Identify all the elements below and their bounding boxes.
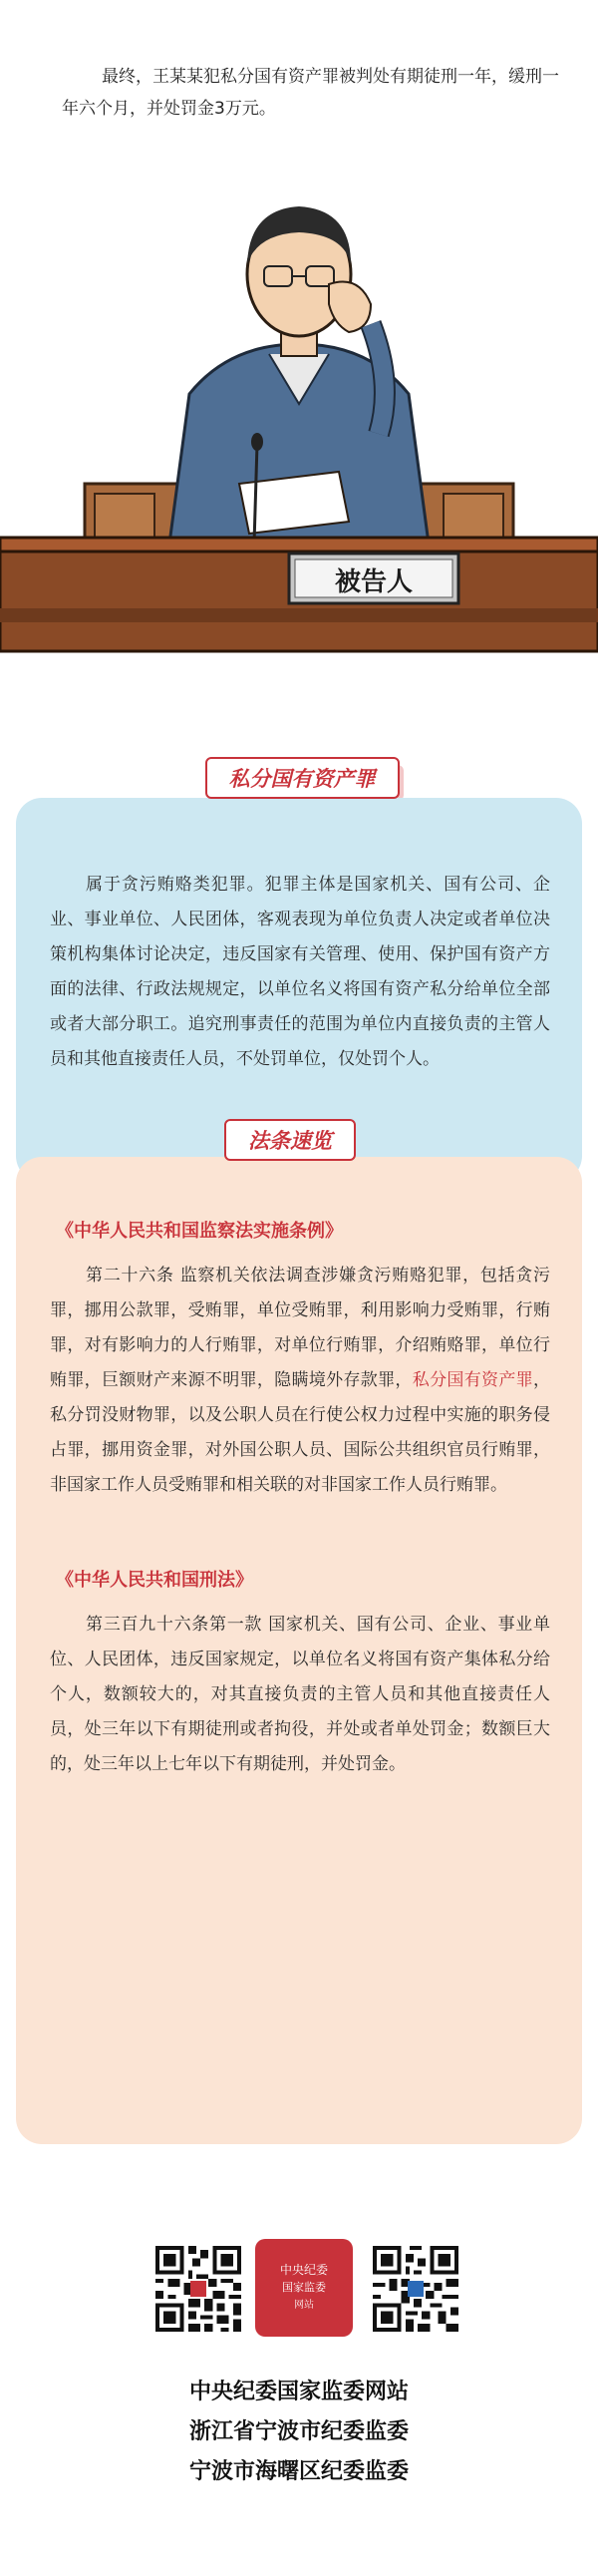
law-badge — [195, 1117, 385, 1163]
law1-body — [50, 1259, 550, 1503]
law1-body-after: ，私分罚没财物罪，以及公职人员在行使公权力过程中实施的职务侵占罪，挪用资金罪，对外国公职人员、国际公共组织官员行贿罪，非国家工作人员受贿罪和相关联的对非国家工作人员行贿罪。 — [50, 1370, 550, 1495]
seal-line3: 网站 — [294, 2300, 314, 2311]
footer-line: 浙江省宁波市纪委监委 — [188, 2418, 409, 2444]
law1-title: 《中华人民共和国监察法实施条例》 — [56, 1221, 343, 1242]
intro-text: 最终，王某某犯私分国有资产罪被判处有期徒刑一年，缓刑一年六个月，并处罚金3万元。 — [62, 67, 559, 119]
crime-badge — [187, 755, 417, 801]
crime-badge-label: 私分国有资产罪 — [228, 767, 376, 791]
law2-title: 《中华人民共和国刑法》 — [56, 1570, 253, 1591]
footer-line: 中央纪委国家监委网站 — [188, 2379, 409, 2404]
seal-line2: 国家监委 — [282, 2281, 326, 2294]
law1-body-before: 第二十六条 监察机关依法调查涉嫌贪污贿赂犯罪，包括贪污罪，挪用公款罪，受贿罪，单位受贿罪，利用影响力受贿罪，行贿罪，对有影响力的人行贿罪，对单位行贿罪，介绍贿赂罪，单位行贿罪，巨额财产来源不明罪，隐瞒境外存款罪， — [50, 1266, 550, 1390]
qr-code-right — [373, 2246, 458, 2332]
footer-credits — [0, 2372, 598, 2491]
law2-body: 第三百九十六条第一款 国家机关、国有公司、企业、事业单位、人民团体，违反国家规定，以单位名义将国有资产集体私分给个人，数额较大的，对其直接负责的主管人员和其他直接责任人员，处三年以下有期徒刑或者拘役，并处或者单处罚金；数额巨大的，处三年以上七年以下有期徒刑，并处罚金。 — [50, 1615, 550, 1774]
seal-line1: 中央纪委 — [279, 2263, 328, 2277]
ccdi-logo-seal — [255, 2239, 353, 2337]
crime-description: 属于贪污贿赂类犯罪。犯罪主体是国家机关、国有公司、企业、事业单位、人民团体，客观表现为单位负责人决定或者单位决策机构集体讨论决定，违反国家有关管理、使用、保护国有资产方面的法律、行政法规规定，以单位名义将国有资产私分给单位全部或者大部分职工。追究刑事责任的范围为单位内直接负责的主管人员和其他直接责任人员，不处罚单位，仅处罚个人。 — [50, 875, 550, 1069]
footer-line: 宁波市海曙区纪委监委 — [188, 2458, 409, 2484]
defendant-sign: 被告人 — [334, 566, 413, 597]
law1-body-highlight: 私分国有资产罪 — [412, 1370, 533, 1390]
qr-code-left — [155, 2246, 241, 2332]
law-badge-label: 法条速览 — [248, 1129, 332, 1153]
